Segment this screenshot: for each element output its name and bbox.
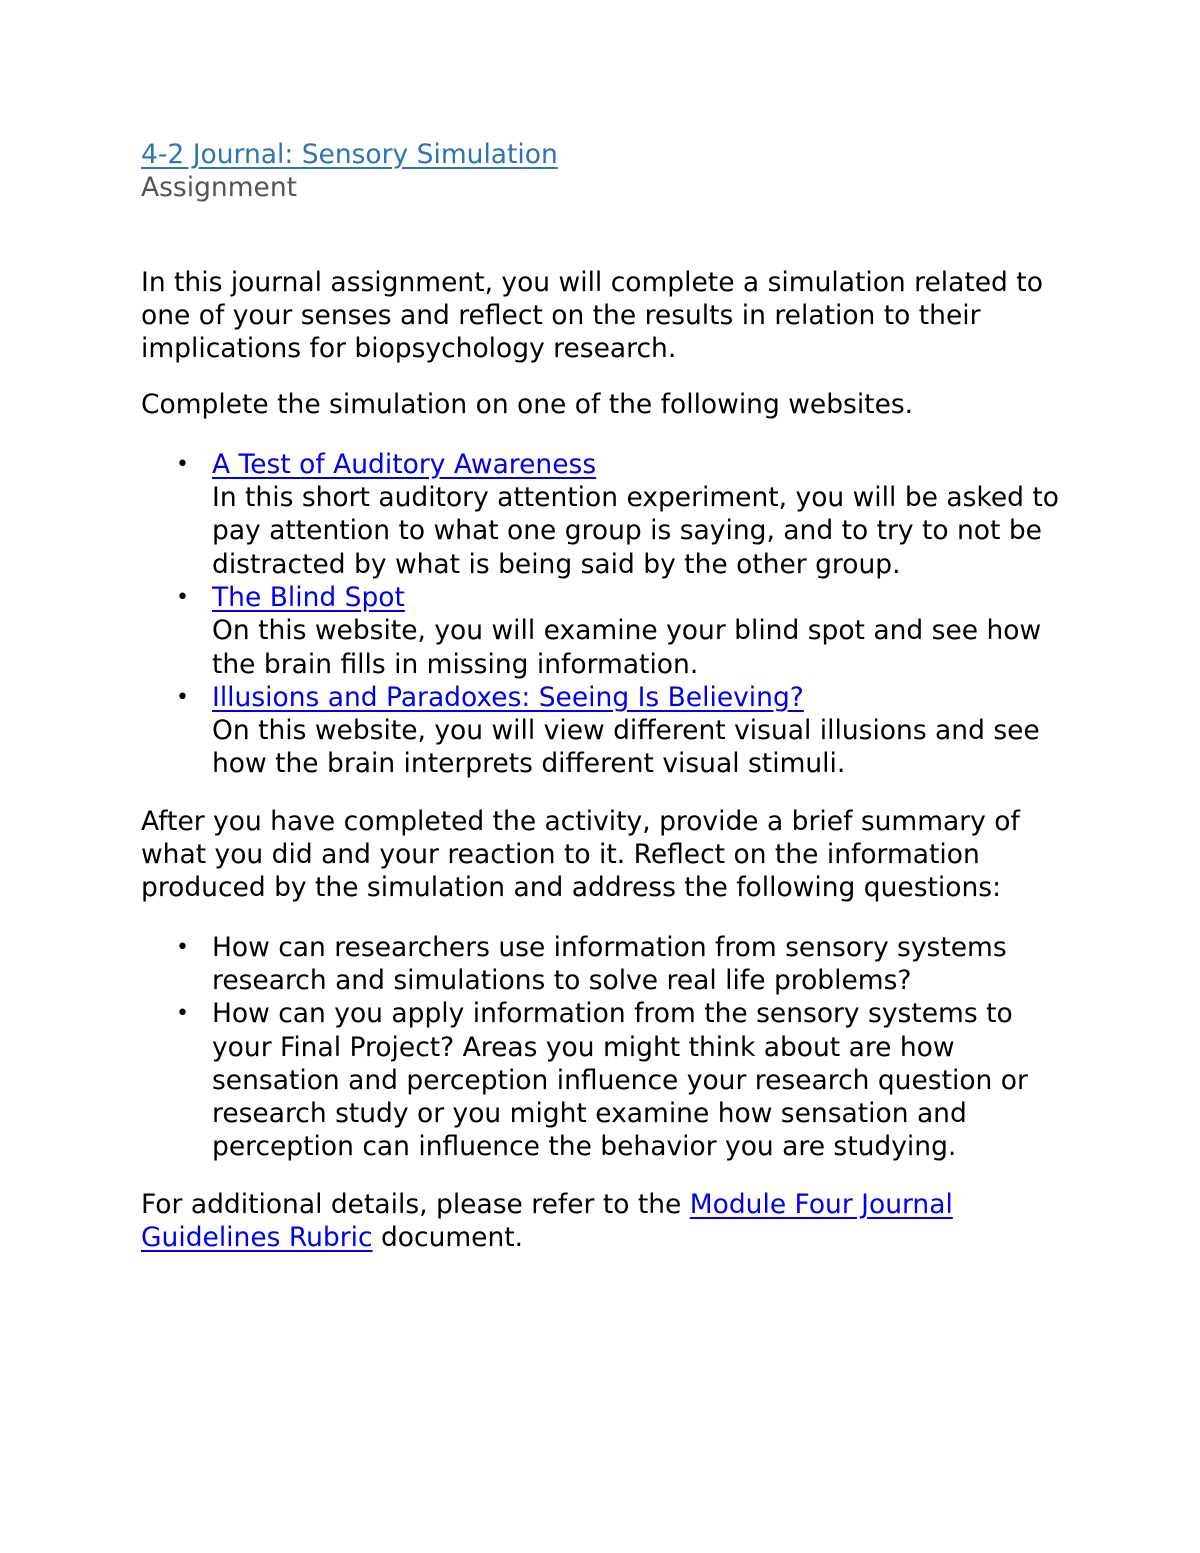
bullet-icon: • xyxy=(176,584,189,610)
website-list xyxy=(141,448,1071,781)
closing-text-after: document. xyxy=(372,1222,524,1254)
assignment-title-link[interactable]: 4-2 Journal: Sensory Simulation xyxy=(141,139,558,170)
website-description: In this short auditory attention experiment, you will be asked to pay attention to what one group is saying, and to try to not be distracted by what is being said by the other group. xyxy=(212,482,1059,580)
auditory-awareness-link[interactable]: A Test of Auditory Awareness xyxy=(212,448,597,480)
blind-spot-link[interactable]: The Blind Spot xyxy=(212,581,405,613)
illusions-paradoxes-link[interactable]: Illusions and Paradoxes: Seeing Is Believing? xyxy=(212,681,804,713)
website-item-auditory xyxy=(141,448,1071,581)
intro-paragraph: In this journal assignment, you will complete a simulation related to one of your senses and reflect on the results in relation to their implications for biopsychology research. xyxy=(141,266,1043,365)
bullet-icon: • xyxy=(176,684,189,710)
question-text: How can researchers use information from sensory systems research and simulations to solve real life problems? xyxy=(212,931,1007,996)
bullet-icon: • xyxy=(176,934,189,960)
assignment-type-label: Assignment xyxy=(141,172,298,204)
question-list xyxy=(141,931,1071,1164)
closing-paragraph xyxy=(141,1188,1071,1255)
question-item xyxy=(141,931,1071,998)
instructions-paragraph: Complete the simulation on one of the following websites. xyxy=(141,389,914,421)
reflection-paragraph: After you have completed the activity, provide a brief summary of what you did and your reaction to it. Reflect on the information produced by the simulation and address the following questions: xyxy=(141,805,1020,904)
website-description: On this website, you will examine your blind spot and see how the brain fills in missing information. xyxy=(212,615,1042,680)
bullet-icon: • xyxy=(176,1001,189,1027)
website-item-blind-spot xyxy=(141,581,1071,681)
rubric-document-link[interactable]: Module Four Journal Guidelines Rubric xyxy=(141,1188,953,1254)
document-page xyxy=(141,138,1071,1254)
bullet-icon: • xyxy=(176,451,189,477)
website-item-illusions xyxy=(141,681,1071,781)
question-item xyxy=(141,997,1071,1163)
closing-text-before: For additional details, please refer to the xyxy=(141,1188,690,1220)
question-text: How can you apply information from the sensory systems to your Final Project? Areas you might think about are how sensation and perception influence your research question or research study or you might examine how sensation and perception can influence the behavior you are studying. xyxy=(212,998,1028,1163)
website-description: On this website, you will view different visual illusions and see how the brain interprets different visual stimuli. xyxy=(212,715,1040,780)
